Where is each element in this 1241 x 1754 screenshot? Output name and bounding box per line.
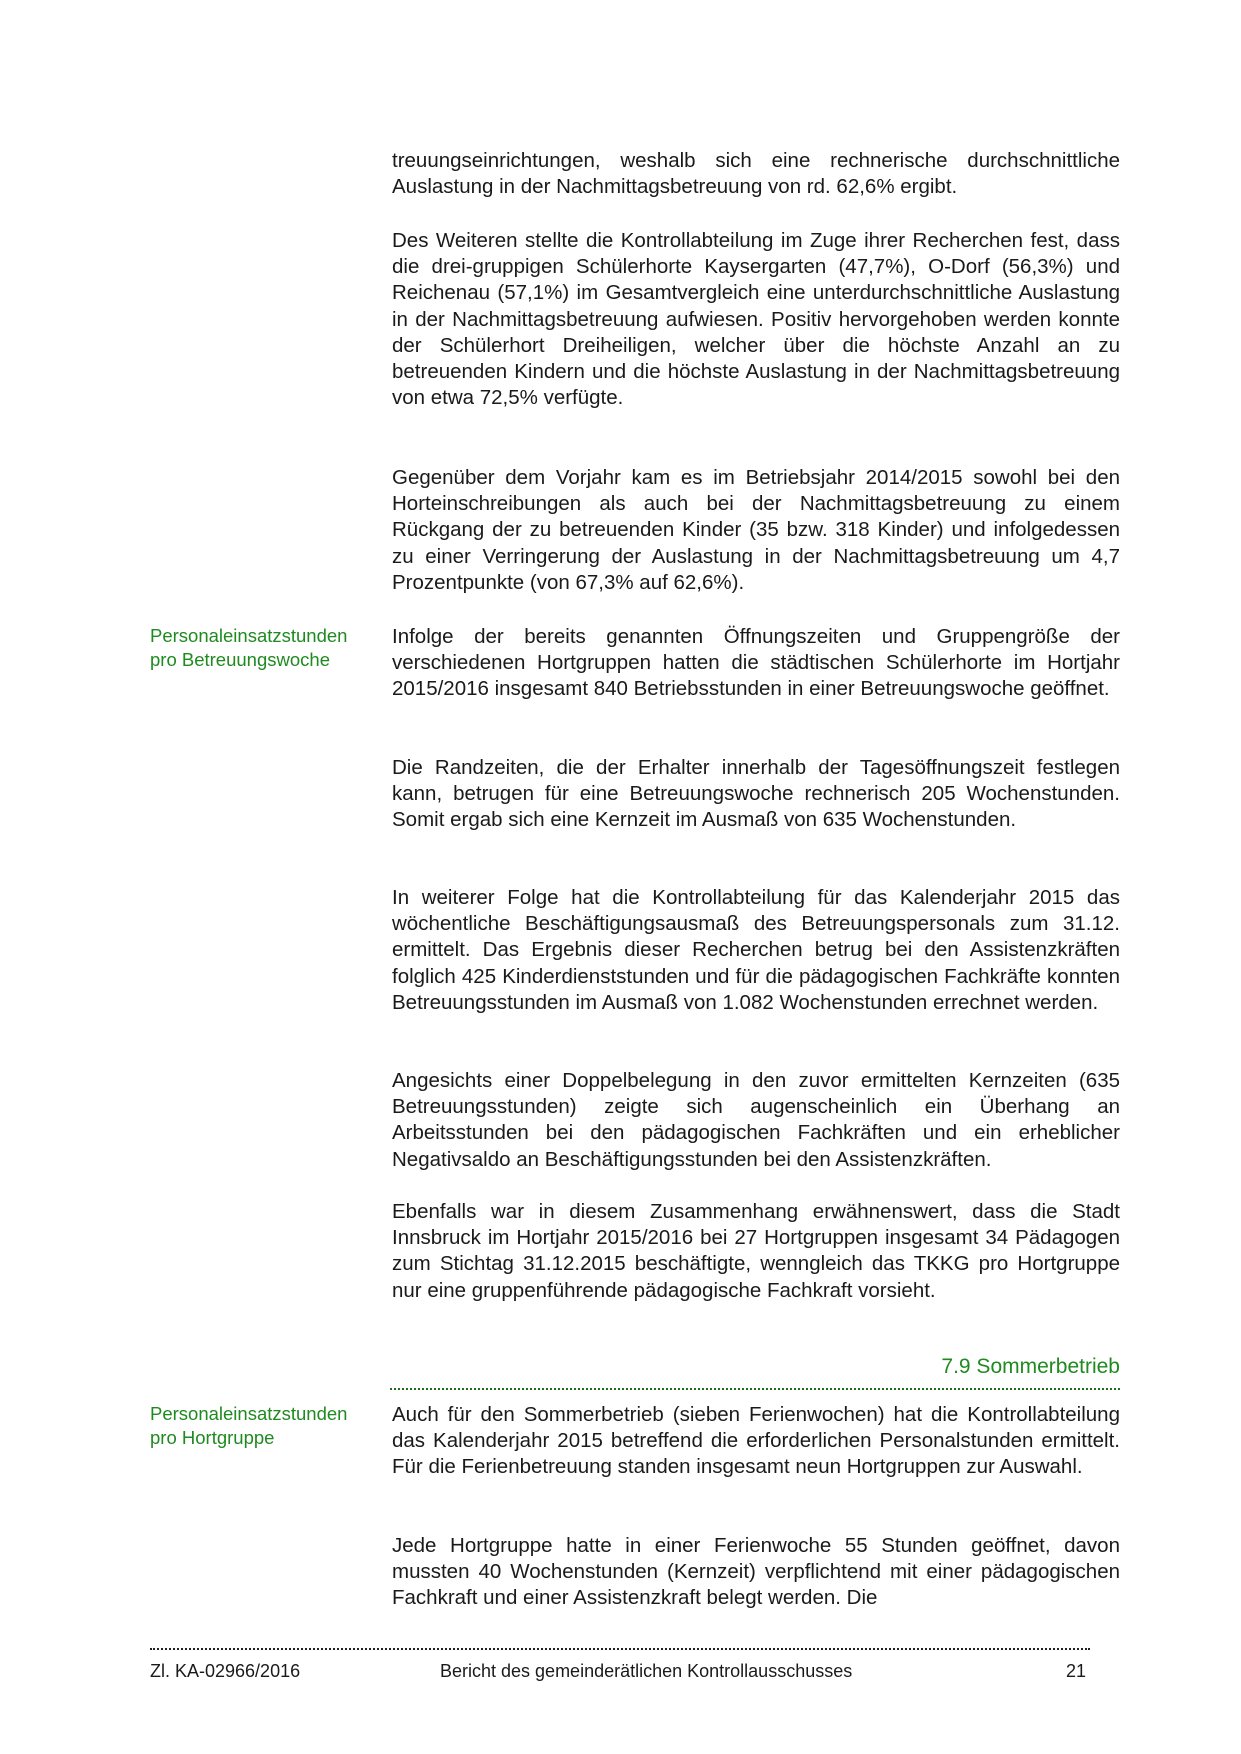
paragraph-employment-extent: In weiterer Folge hat die Kontrollabteilung für das Kalenderjahr 2015 das wöchentliche Beschäftigungsausmaß des Betreuungspersonals zum 31.12. ermittelt. Das Ergebnis dieser Recherchen betrug bei den Assistenzkräften folglich 425 Kinderdienststunden und für die pädagogischen Fachkräfte konnten Betreuungsstunden im Ausmaß von 1.082 Wochenstunden errechnet werden. bbox=[392, 886, 1120, 1014]
section-divider bbox=[390, 1388, 1120, 1390]
paragraph-double-occupancy: Angesichts einer Doppelbelegung in den zuvor ermittelten Kernzeiten (635 Betreuungsstunden) zeigte sich augenscheinlich ein Überhang an Arbeitsstunden bei den pädagogischen Fachkräften und ein erheblicher Negativsaldo an Beschäftigungsstunden bei den Assistenzkräften. bbox=[392, 1069, 1120, 1171]
side-label-personnel-hours-per-group: Personaleinsatzstunden pro Hortgruppe bbox=[150, 1403, 348, 1448]
side-label-personnel-hours-per-week: Personaleinsatzstunden pro Betreuungswoche bbox=[150, 625, 348, 670]
footer-divider bbox=[150, 1648, 1090, 1650]
footer-reference: Zl. KA-02966/2016 bbox=[150, 1661, 301, 1681]
paragraph-marginal-times: Die Randzeiten, die der Erhalter innerhalb der Tagesöffnungszeit festlegen kann, betrugen für eine Betreuungswoche rechnerisch 205 Wochenstunden. Somit ergab sich eine Kernzeit im Ausmaß von 635 Wochenstunden. bbox=[392, 756, 1120, 832]
paragraph-below-average-utilization: Des Weiteren stellte die Kontrollabteilung im Zuge ihrer Recherchen fest, dass die drei-gruppigen Schülerhorte Kaysergarten (47,7%), O-Dorf (56,3%) und Reichenau (57,1%) im Gesamtvergleich eine unterdurchschnittliche Auslastung in der Nachmittagsbetreuung aufwiesen. Positiv hervorgehoben werden konnte der Schülerhort Dreiheiligen, welcher über die höchste Anzahl an zu betreuenden Kindern und die höchste Auslastung in der Nachmittagsbetreuung von etwa 72,5% verfügte. bbox=[392, 229, 1120, 410]
paragraph-previous-year-comparison: Gegenüber dem Vorjahr kam es im Betriebsjahr 2014/2015 sowohl bei den Horteinschreibungen als auch bei der Nachmittagsbetreuung zu einem Rückgang der zu betreuenden Kinder (35 bzw. 318 Kinder) und infolgedessen zu einer Verringerung der Auslastung in der Nachmittagsbetreuung um 4,7 Prozentpunkte (von 67,3% auf 62,6%). bbox=[392, 466, 1120, 594]
paragraph-holiday-week-hours: Jede Hortgruppe hatte in einer Ferienwoche 55 Stunden geöffnet, davon mussten 40 Wochenstunden (Kernzeit) verpflichtend mit einer pädagogischen Fachkraft und einer Assistenzkraft belegt werden. Die bbox=[392, 1534, 1120, 1610]
paragraph-summer-operation: Auch für den Sommerbetrieb (sieben Ferienwochen) hat die Kontrollabteilung das Kalenderjahr 2015 betreffend die erforderlichen Personalstunden ermittelt. Für die Ferienbetreuung standen insgesamt neun Hortgruppen zur Auswahl. bbox=[392, 1403, 1120, 1479]
footer-page-number: 21 bbox=[1066, 1661, 1087, 1681]
paragraph-operating-hours: Infolge der bereits genannten Öffnungszeiten und Gruppengröße der verschiedenen Hortgruppen hatten die städtischen Schülerhorte im Hortjahr 2015/2016 insgesamt 840 Betriebsstunden in einer Betreuungswoche geöffnet. bbox=[392, 625, 1120, 701]
footer-report-title: Bericht des gemeinderätlichen Kontrollausschusses bbox=[440, 1661, 853, 1681]
paragraph-pedagogues-count: Ebenfalls war in diesem Zusammenhang erwähnenswert, dass die Stadt Innsbruck im Hortjahr 2015/2016 bei 27 Hortgruppen insgesamt 34 Pädagogen zum Stichtag 31.12.2015 beschäftigte, wenngleich das TKKG pro Hortgruppe nur eine gruppenführende pädagogische Fachkraft vorsieht. bbox=[392, 1200, 1120, 1302]
paragraph-utilization-summary: treuungseinrichtungen, weshalb sich eine rechnerische durchschnittliche Auslastung in der Nachmittagsbetreuung von rd. 62,6% ergibt. bbox=[392, 149, 1120, 199]
section-heading-summer-operation: 7.9 Sommerbetrieb bbox=[941, 1355, 1120, 1378]
